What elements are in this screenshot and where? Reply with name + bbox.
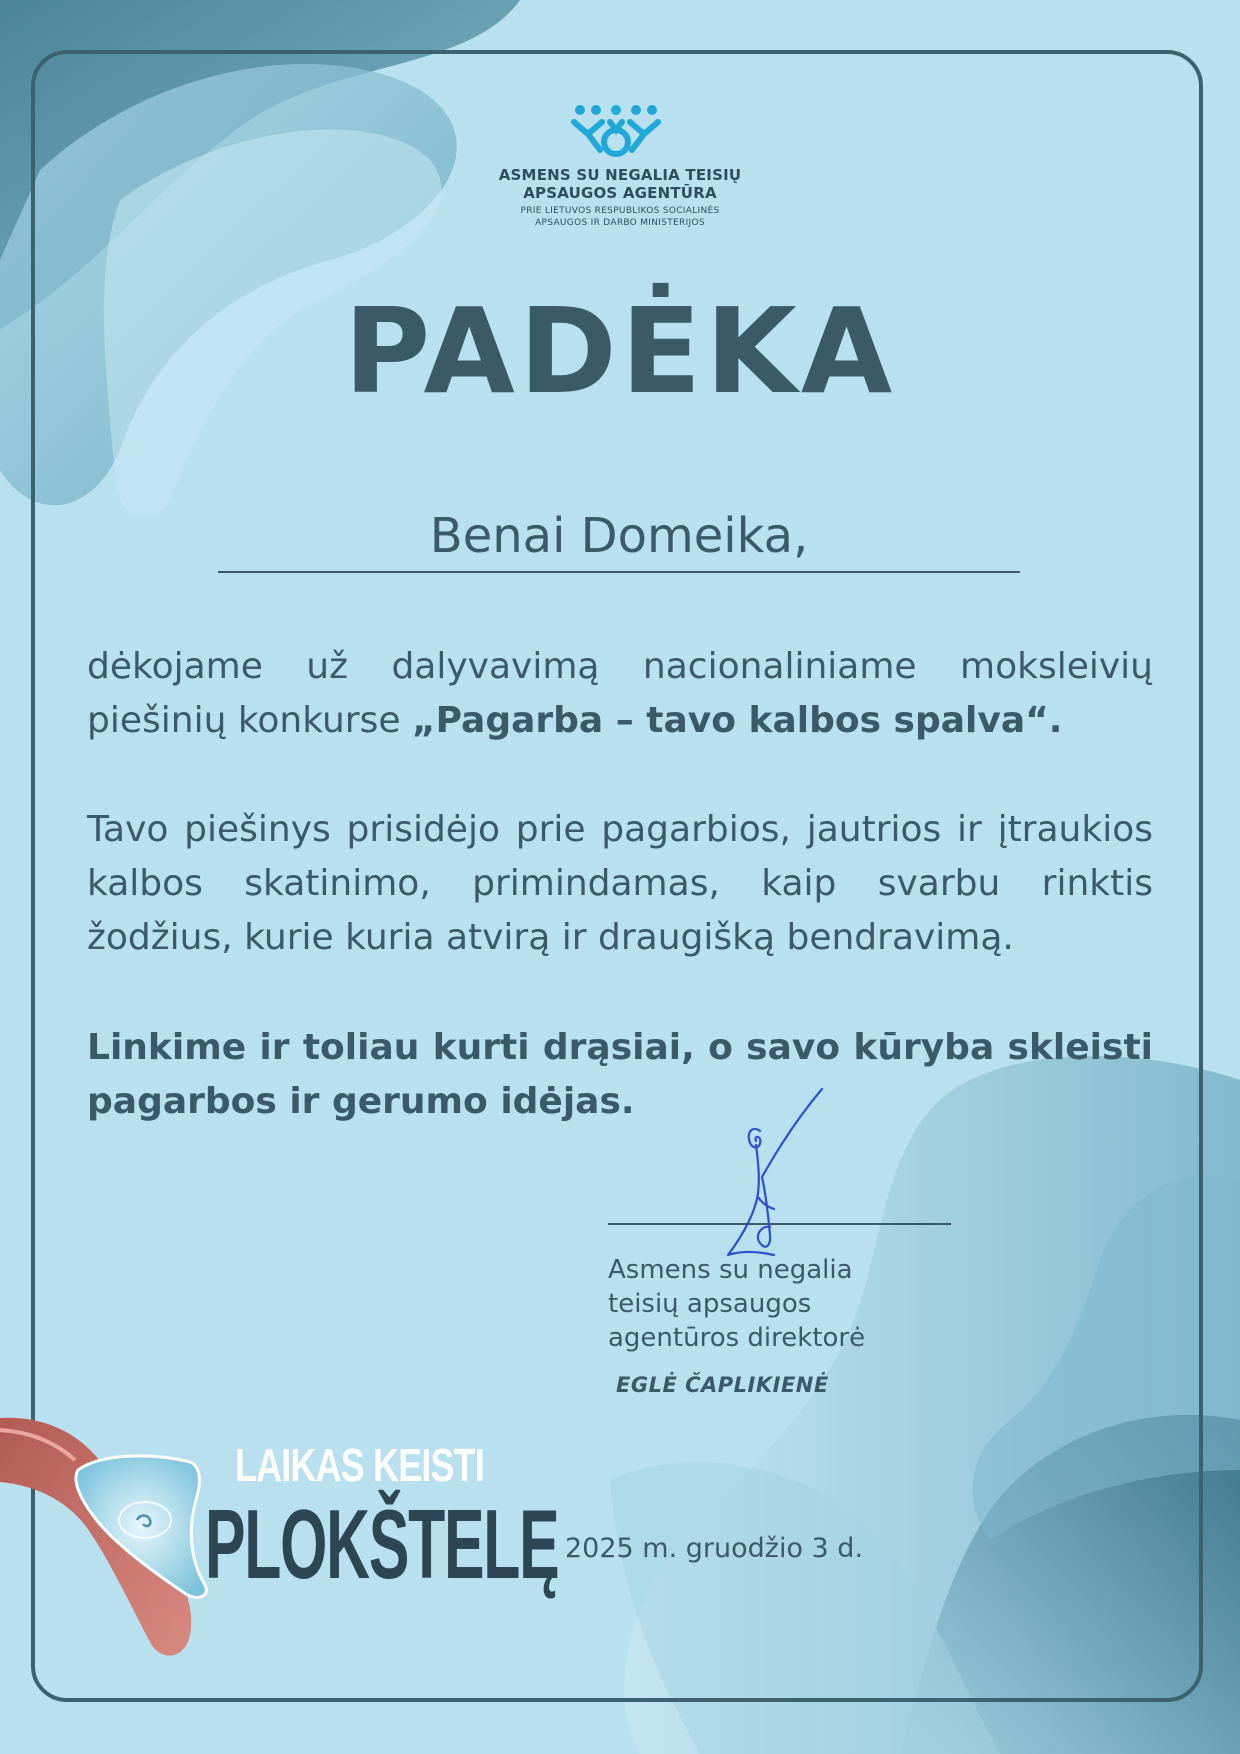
organization-name-line2: APSAUGOS AGENTŪRA (523, 184, 717, 202)
campaign-line1: LAIKAS KEISTI (235, 1439, 485, 1491)
paragraph-participation-text: dėkojame už dalyvavimą nacionaliniame moksleivių piešinių konkurse (87, 646, 1153, 741)
signatory-name: EGLĖ ČAPLIKIENĖ (616, 1373, 829, 1397)
paragraph-wishes: Linkime ir toliau kurti drąsiai, o savo kūryba skleisti pagarbos ir gerumo idėjas. (87, 1027, 1153, 1122)
organization-name-line1: ASMENS SU NEGALIA TEISIŲ (498, 166, 742, 184)
issue-date: 2025 m. gruodžio 3 d. (565, 1533, 864, 1564)
signatory-title-line2: teisių apsaugos (608, 1289, 812, 1319)
certificate-title: PADĖKA (343, 282, 897, 420)
organization-subtitle-line2: APSAUGOS IR DARBO MINISTERIJOS (535, 218, 705, 228)
signatory-title (608, 1253, 968, 1355)
recipient-underline (218, 571, 1020, 573)
paragraph-participation (87, 640, 1153, 748)
handwritten-signature (700, 1085, 840, 1265)
signatory-title-line1: Asmens su negalia (608, 1255, 853, 1285)
organization-subtitle-line1: PRIE LIETUVOS RESPUBLIKOS SOCIALINĖS (520, 206, 720, 216)
recipient-name: Benai Domeika, (429, 508, 809, 564)
contest-name: „Pagarba – tavo kalbos spalva“. (411, 700, 1063, 741)
people-circle-logo-icon (570, 102, 662, 164)
paragraph-contribution: Tavo piešinys prisidėjo prie pagarbios, jautrios ir įtraukios kalbos skatinimo, primindamas, kaip svarbu rinktis žodžius, kurie kuria atvirą ir draugišką bendravimą. (87, 809, 1153, 958)
signatory-title-line3: agentūros direktorė (608, 1323, 866, 1353)
campaign-line2: PLOKŠTELĘ (205, 1489, 559, 1599)
